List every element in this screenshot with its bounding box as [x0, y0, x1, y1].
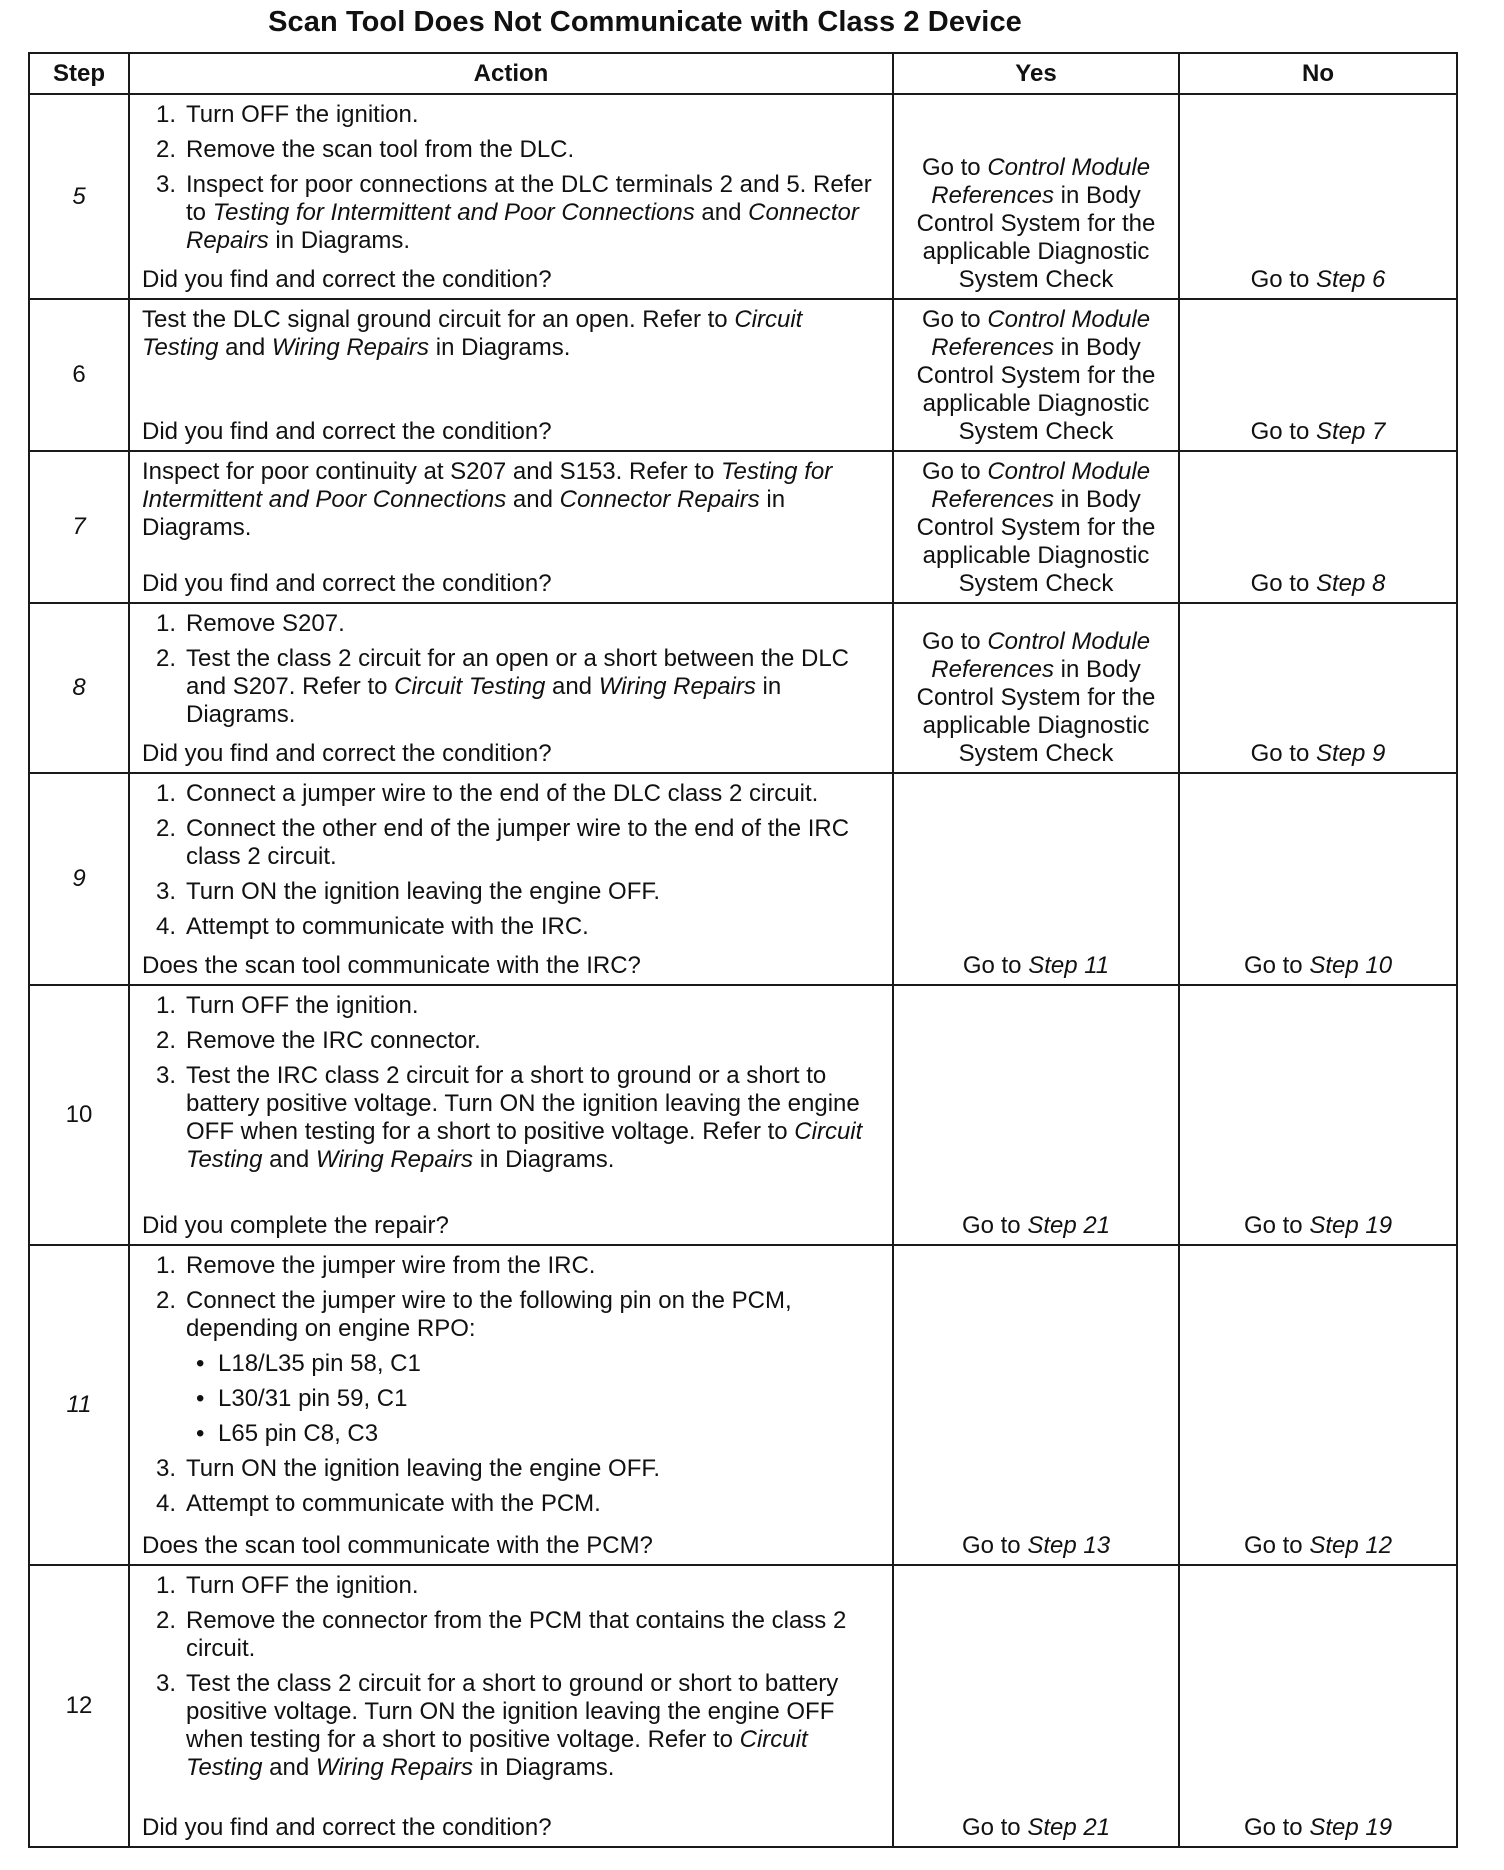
text-run: Connect the jumper wire to the following pin on the PCM, depending on engine RPO: — [186, 1287, 792, 1342]
list-item — [142, 1062, 880, 1174]
step-link: Step 6 — [1315, 266, 1386, 293]
list-item — [142, 913, 880, 941]
yes-go-to — [898, 1532, 1174, 1560]
action-cell — [129, 985, 893, 1245]
text-run: and — [262, 1754, 316, 1781]
yes-cell — [893, 985, 1179, 1245]
text-run: Test the DLC signal ground circuit for an open. Refer to — [142, 306, 735, 333]
list-item — [142, 1252, 880, 1280]
bullet-text: L30/31 pin 59, C1 — [218, 1385, 408, 1412]
item-number: 3. — [155, 1670, 176, 1697]
yes-cell — [893, 603, 1179, 773]
list-item — [142, 992, 880, 1020]
question-text: Did you complete the repair? — [142, 1212, 449, 1239]
bullet-item — [196, 1350, 880, 1378]
control-module-reference — [898, 306, 1174, 446]
list-item — [142, 1670, 880, 1782]
numbered-list — [142, 610, 880, 729]
text-run: Remove the connector from the PCM that contains the class 2 circuit. — [186, 1607, 847, 1662]
question-text: Does the scan tool communicate with the IRC? — [142, 952, 641, 979]
action-cell — [129, 94, 893, 299]
item-number: 2. — [155, 1027, 176, 1054]
item-number: 1. — [155, 1252, 176, 1279]
reference-text: Wiring Repairs — [315, 1146, 474, 1173]
item-text — [186, 992, 880, 1020]
list-item — [142, 1607, 880, 1663]
item-text — [186, 878, 880, 906]
action-steps — [142, 780, 880, 948]
action-steps — [142, 610, 880, 736]
reference-rest: in Body Control System for the applicable Diagnostic System Check — [916, 656, 1156, 767]
text-run: and — [545, 673, 599, 700]
bullet-text: L18/L35 pin 58, C1 — [218, 1350, 421, 1377]
go-to-text: Go to — [962, 952, 1029, 979]
action-content — [142, 458, 880, 598]
item-text — [186, 610, 880, 638]
go-to-text: Go to — [961, 1814, 1028, 1841]
no-go-to — [1184, 1212, 1452, 1240]
item-text — [186, 136, 880, 164]
question-text: Did you find and correct the condition? — [142, 1814, 552, 1841]
reference-text: Control Module References — [931, 628, 1151, 683]
question-text: Did you find and correct the condition? — [142, 266, 552, 293]
no-cell — [1179, 299, 1457, 451]
item-text — [186, 101, 880, 129]
table-row — [29, 985, 1457, 1245]
list-item — [142, 101, 880, 129]
step-link: Step 13 — [1027, 1532, 1111, 1559]
control-module-reference — [898, 154, 1174, 294]
reference-text: Circuit Testing — [394, 673, 546, 700]
item-text — [186, 1455, 880, 1483]
numbered-list — [142, 992, 880, 1174]
item-number: 1. — [155, 610, 176, 637]
go-to-text: Go to — [1250, 418, 1316, 445]
reference-text: Wiring Repairs — [315, 1754, 474, 1781]
question-text: Does the scan tool communicate with the PCM? — [142, 1532, 653, 1559]
step-link: Step 12 — [1309, 1532, 1393, 1559]
reference-text: Circuit Testing — [142, 306, 803, 361]
control-module-reference — [898, 458, 1174, 598]
reference-text: Testing for Intermittent and Poor Connections — [212, 199, 695, 226]
action-cell — [129, 1565, 893, 1847]
action-paragraph — [142, 458, 880, 542]
text-run: Turn ON the ignition leaving the engine OFF. — [186, 878, 661, 905]
text-run: and — [218, 334, 272, 361]
table-row — [29, 451, 1457, 603]
yes-cell — [893, 773, 1179, 985]
step-link: Step 7 — [1315, 418, 1386, 445]
table-row — [29, 1565, 1457, 1847]
header-yes: Yes — [893, 53, 1179, 94]
reference-rest: in Body Control System for the applicable Diagnostic System Check — [916, 182, 1156, 293]
no-go-to — [1184, 570, 1452, 598]
text-run: Remove the jumper wire from the IRC. — [186, 1252, 596, 1279]
action-steps — [142, 306, 880, 369]
table-body — [29, 94, 1457, 1847]
item-number: 2. — [155, 136, 176, 163]
text-run: Remove the scan tool from the DLC. — [186, 136, 575, 163]
table-row — [29, 773, 1457, 985]
text-run: Turn OFF the ignition. — [186, 101, 419, 128]
header-action: Action — [129, 53, 893, 94]
list-item — [142, 1490, 880, 1518]
numbered-list — [142, 780, 880, 941]
step-number: 6 — [29, 299, 129, 451]
action-steps — [142, 101, 880, 262]
reference-text: Wiring Repairs — [598, 673, 756, 700]
item-number: 2. — [155, 1287, 176, 1314]
item-text — [186, 1490, 880, 1518]
item-text — [186, 645, 880, 729]
no-cell — [1179, 985, 1457, 1245]
bullet-icon: • — [196, 1385, 205, 1412]
list-item — [142, 1572, 880, 1600]
action-content — [142, 101, 880, 294]
reference-text: Circuit Testing — [186, 1726, 808, 1781]
item-number: 2. — [155, 645, 176, 672]
action-cell — [129, 603, 893, 773]
item-text — [186, 913, 880, 941]
bullet-item — [196, 1385, 880, 1413]
item-number: 2. — [155, 1607, 176, 1634]
text-run: Turn OFF the ignition. — [186, 1572, 419, 1599]
step-number: 7 — [29, 451, 129, 603]
text-run: and — [694, 199, 749, 226]
action-steps — [142, 1572, 880, 1789]
list-item — [142, 815, 880, 871]
yes-go-to — [898, 1212, 1174, 1240]
item-text — [186, 1572, 880, 1600]
step-number: 10 — [29, 985, 129, 1245]
step-link: Step 21 — [1027, 1814, 1111, 1841]
text-run: in Diagrams. — [473, 1754, 615, 1781]
list-item — [142, 878, 880, 906]
text-run: Connect the other end of the jumper wire to the end of the IRC class 2 circuit. — [186, 815, 850, 870]
go-to-text: Go to — [921, 628, 988, 655]
action-cell — [129, 773, 893, 985]
item-text — [186, 1252, 880, 1280]
reference-text: Control Module References — [931, 458, 1151, 513]
list-item — [142, 136, 880, 164]
action-steps — [142, 992, 880, 1181]
action-cell — [129, 299, 893, 451]
step-number: 11 — [29, 1245, 129, 1565]
yes-cell — [893, 94, 1179, 299]
yes-go-to — [898, 1814, 1174, 1842]
no-go-to — [1184, 740, 1452, 768]
action-cell — [129, 451, 893, 603]
reference-text: Connector Repairs — [186, 199, 859, 254]
go-to-text: Go to — [1250, 266, 1316, 293]
bullet-item — [196, 1420, 880, 1448]
table-row — [29, 603, 1457, 773]
text-run: Attempt to communicate with the IRC. — [186, 913, 589, 940]
action-content — [142, 306, 880, 446]
list-item — [142, 171, 880, 255]
bullet-text: L65 pin C8, C3 — [218, 1420, 379, 1447]
step-link: Step 19 — [1309, 1814, 1393, 1841]
go-to-text: Go to — [1243, 952, 1310, 979]
table-header-row — [29, 53, 1457, 94]
go-to-text: Go to — [1243, 1532, 1310, 1559]
diagnostic-table — [28, 52, 1458, 1848]
item-text — [186, 1287, 880, 1343]
go-to-text: Go to — [921, 154, 988, 181]
go-to-text: Go to — [961, 1212, 1028, 1239]
no-go-to — [1184, 266, 1452, 294]
list-item — [142, 1027, 880, 1055]
text-run: Test the class 2 circuit for a short to ground or short to battery positive voltage. Turn ON the ignition leaving the engine OFF when testing for a short to positive voltage. Refer to — [186, 1670, 839, 1753]
no-go-to — [1184, 952, 1452, 980]
text-run: Remove S207. — [186, 610, 345, 637]
yes-cell — [893, 299, 1179, 451]
header-no: No — [1179, 53, 1457, 94]
table-row — [29, 94, 1457, 299]
numbered-list — [142, 101, 880, 255]
item-text — [186, 780, 880, 808]
no-cell — [1179, 1245, 1457, 1565]
go-to-text: Go to — [921, 458, 988, 485]
item-text — [186, 1670, 880, 1782]
text-run: in Diagrams. — [473, 1146, 615, 1173]
text-run: and — [262, 1146, 316, 1173]
action-cell — [129, 1245, 893, 1565]
text-run: in Diagrams. — [429, 334, 571, 361]
reference-text: Testing for Intermittent and Poor Connections — [142, 458, 833, 513]
go-to-text: Go to — [961, 1532, 1028, 1559]
go-to-text: Go to — [1243, 1212, 1310, 1239]
text-run: and — [506, 486, 560, 513]
no-go-to — [1184, 1532, 1452, 1560]
step-link: Step 11 — [1028, 952, 1110, 979]
text-run: Inspect for poor continuity at S207 and S153. Refer to — [142, 458, 722, 485]
step-number: 9 — [29, 773, 129, 985]
item-number: 3. — [155, 1455, 176, 1482]
list-item — [142, 780, 880, 808]
table-row — [29, 299, 1457, 451]
bullet-icon: • — [196, 1350, 205, 1377]
reference-text: Control Module References — [931, 306, 1151, 361]
no-go-to — [1184, 1814, 1452, 1842]
action-steps — [142, 1252, 880, 1525]
go-to-text: Go to — [1250, 570, 1316, 597]
step-link: Step 19 — [1309, 1212, 1393, 1239]
item-number: 4. — [155, 913, 176, 940]
list-item — [142, 610, 880, 638]
reference-text: Control Module References — [931, 154, 1151, 209]
step-link: Step 8 — [1315, 570, 1386, 597]
numbered-list — [142, 1572, 880, 1782]
numbered-list — [142, 1252, 880, 1518]
no-go-to — [1184, 418, 1452, 446]
step-link: Step 9 — [1315, 740, 1386, 767]
item-number: 3. — [155, 171, 176, 198]
action-content — [142, 610, 880, 768]
item-number: 1. — [155, 1572, 176, 1599]
action-content — [142, 1572, 880, 1842]
item-text — [186, 1062, 880, 1174]
reference-text: Circuit Testing — [186, 1118, 863, 1173]
action-content — [142, 1252, 880, 1560]
action-paragraph — [142, 306, 880, 362]
step-link: Step 21 — [1027, 1212, 1111, 1239]
text-run: Inspect for poor connections at the DLC terminals 2 and 5. Refer to — [186, 171, 872, 226]
action-content — [142, 992, 880, 1240]
yes-cell — [893, 1245, 1179, 1565]
page-title: Scan Tool Does Not Communicate with Class 2 Device — [268, 6, 1022, 38]
text-run: in Diagrams. — [268, 227, 411, 254]
action-content — [142, 780, 880, 980]
question-text: Did you find and correct the condition? — [142, 418, 552, 445]
go-to-text: Go to — [921, 306, 988, 333]
question-text: Did you find and correct the condition? — [142, 740, 552, 767]
item-text — [186, 815, 880, 871]
text-run: Remove the IRC connector. — [186, 1027, 481, 1054]
yes-cell — [893, 1565, 1179, 1847]
action-steps — [142, 458, 880, 549]
step-number: 5 — [29, 94, 129, 299]
text-run: in Diagrams. — [186, 673, 782, 728]
list-item — [142, 1287, 880, 1343]
text-run: Turn ON the ignition leaving the engine OFF. — [186, 1455, 661, 1482]
list-item — [142, 1455, 880, 1483]
header-step: Step — [29, 53, 129, 94]
text-run: Test the class 2 circuit for an open or a short between the DLC and S207. Refer to — [186, 645, 850, 700]
yes-go-to — [898, 952, 1174, 980]
list-item — [142, 645, 880, 729]
step-number: 12 — [29, 1565, 129, 1847]
item-number: 3. — [155, 878, 176, 905]
question-text: Did you find and correct the condition? — [142, 570, 552, 597]
item-number: 3. — [155, 1062, 176, 1089]
item-number: 1. — [155, 992, 176, 1019]
text-run: in Diagrams. — [142, 486, 786, 541]
yes-cell — [893, 451, 1179, 603]
item-number: 4. — [155, 1490, 176, 1517]
item-text — [186, 1027, 880, 1055]
go-to-text: Go to — [1250, 740, 1316, 767]
reference-rest: in Body Control System for the applicable Diagnostic System Check — [916, 486, 1156, 597]
no-cell — [1179, 603, 1457, 773]
reference-text: Wiring Repairs — [271, 334, 430, 361]
step-number: 8 — [29, 603, 129, 773]
table-row — [29, 1245, 1457, 1565]
no-cell — [1179, 451, 1457, 603]
item-number: 1. — [155, 101, 176, 128]
text-run: Attempt to communicate with the PCM. — [186, 1490, 601, 1517]
step-link: Step 10 — [1309, 952, 1393, 979]
item-text — [186, 1607, 880, 1663]
no-cell — [1179, 1565, 1457, 1847]
go-to-text: Go to — [1243, 1814, 1310, 1841]
reference-text: Connector Repairs — [559, 486, 760, 513]
control-module-reference — [898, 628, 1174, 768]
text-run: Connect a jumper wire to the end of the DLC class 2 circuit. — [186, 780, 819, 807]
no-cell — [1179, 773, 1457, 985]
item-number: 2. — [155, 815, 176, 842]
item-number: 1. — [155, 780, 176, 807]
text-run: Turn OFF the ignition. — [186, 992, 419, 1019]
no-cell — [1179, 94, 1457, 299]
text-run: Test the IRC class 2 circuit for a short to ground or a short to battery positive voltage. Turn ON the ignition leaving the engine OFF when testing for a short to positive voltage. Refer to — [186, 1062, 860, 1145]
reference-rest: in Body Control System for the applicable Diagnostic System Check — [916, 334, 1156, 445]
item-text — [186, 171, 880, 255]
bullet-icon: • — [196, 1420, 205, 1447]
